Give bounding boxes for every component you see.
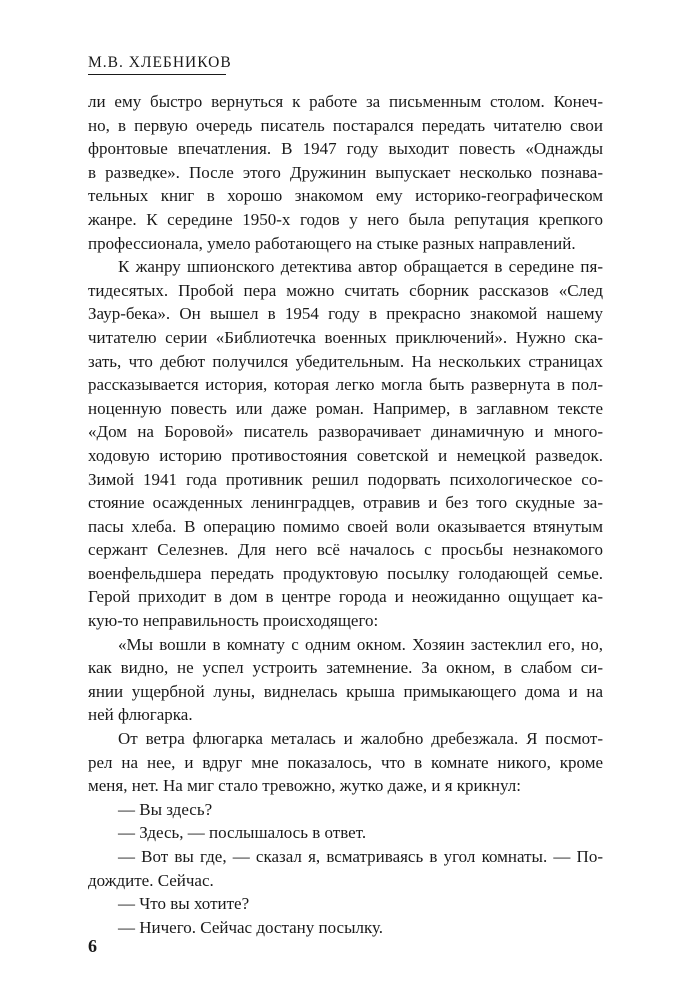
text-line: тельных книг в хорошо знакомом ему историко-географическом xyxy=(88,186,603,206)
page-number: 6 xyxy=(88,936,97,956)
paragraph xyxy=(88,727,603,798)
text-line: как видно, не успел устроить затемнение. За окном, в слабом си- xyxy=(88,658,603,678)
text-line: «Мы вошли в комнату с одним окном. Хозяин застеклил его, но, xyxy=(118,634,603,654)
text-line: ли ему быстро вернуться к работе за письменным столом. Конеч- xyxy=(88,92,603,111)
paragraph xyxy=(88,633,603,727)
paragraph xyxy=(88,255,603,633)
text-line: читателю серии «Библиотечка военных приключений». Нужно ска- xyxy=(88,327,603,347)
text-line: пасы хлеба. В операцию помимо своей воли оказывается втянутым xyxy=(88,516,603,536)
text-line: но, в первую очередь писатель постарался передать читателю свои xyxy=(88,115,603,135)
text-line: зать, что дебют получился убедительным. На нескольких страницах xyxy=(88,351,603,371)
text-line: — Вот вы где, — сказал я, всматриваясь в угол комнаты. — По- xyxy=(118,847,603,866)
text-line: К жанру шпионского детектива автор обращается в середине пя- xyxy=(118,257,603,277)
text-line: кую-то неправильность происходящего: xyxy=(88,611,379,631)
text-line: меня, нет. На миг стало тревожно, жутко даже, и я крикнул: xyxy=(88,776,521,796)
paragraph xyxy=(88,845,603,892)
paragraph xyxy=(88,821,603,845)
text-line: янии ущербной луны, виднелась крыша примыкающего дома и на xyxy=(88,681,603,701)
text-line: Герой приходит в дом в центре города и неожиданно ощущает ка- xyxy=(88,587,603,607)
paragraph xyxy=(88,892,603,916)
text-line: профессионала, умело работающего на стыке разных направлений. xyxy=(88,233,576,253)
text-line: — Здесь, — послышалось в ответ. xyxy=(118,823,367,843)
text-line: — Ничего. Сейчас достану посылку. xyxy=(118,917,384,937)
paragraph xyxy=(88,798,603,822)
text-line: «Дом на Боровой» писатель разворачивает динамичную и много- xyxy=(88,422,603,442)
text-line: сержант Селезнев. Для него всё началось с просьбы незнакомого xyxy=(88,540,603,560)
text-line: — Что вы хотите? xyxy=(118,894,250,914)
running-head-author: М.В. ХЛЕБНИКОВ xyxy=(88,54,232,71)
text-line: ноценную повесть или даже роман. Например, в заглавном тексте xyxy=(88,398,603,418)
text-line: рел на нее, и вдруг мне показалось, что в комнате никого, кроме xyxy=(88,752,603,772)
text-line: — Вы здесь? xyxy=(118,799,213,819)
text-line: тидесятых. Пробой пера можно считать сборник рассказов «След xyxy=(88,280,603,300)
running-head-rule xyxy=(88,74,226,75)
text-line: жанре. К середине 1950-х годов у него была репутация крепкого xyxy=(88,209,603,229)
text-line: Зимой 1941 года противник решил подорвать психологическое со- xyxy=(88,469,603,489)
text-line: ней флюгарка. xyxy=(88,705,193,725)
text-line: Заур-бека». Он вышел в 1954 году в прекрасно знакомой нашему xyxy=(88,304,603,324)
body-text xyxy=(88,90,603,939)
paragraph xyxy=(88,916,603,940)
text-line: рассказывается история, которая легко могла быть развернута в пол- xyxy=(88,375,603,395)
text-line: дождите. Сейчас. xyxy=(88,870,214,890)
paragraph xyxy=(88,90,603,255)
text-line: ходовую историю противостояния советской и немецкой разведок. xyxy=(88,445,603,465)
text-line: От ветра флюгарка металась и жалобно дребезжала. Я посмот- xyxy=(118,729,603,749)
text-line: стояние осажденных ленинградцев, отравив и без того скудные за- xyxy=(88,493,603,513)
text-line: фронтовые впечатления. В 1947 году выходит повесть «Однажды xyxy=(88,139,603,159)
text-line: военфельдшера передать продуктовую посылку голодающей семье. xyxy=(88,563,603,583)
text-line: в разведке». После этого Дружинин выпускает несколько познава- xyxy=(88,162,603,182)
